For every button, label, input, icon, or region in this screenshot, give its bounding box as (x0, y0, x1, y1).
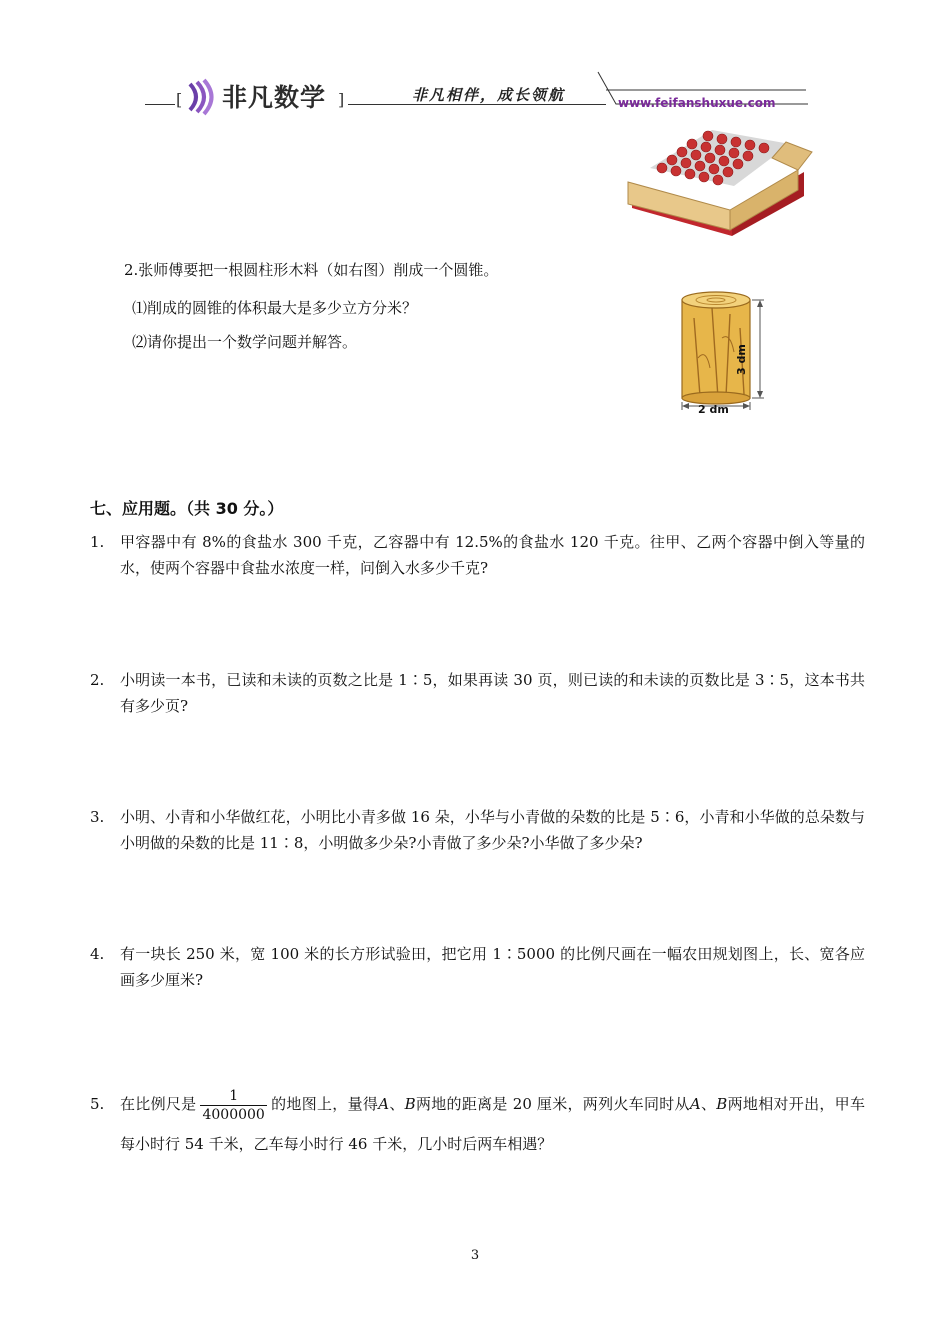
problem2-sub2: ⑵请你提出一个数学问题并解答。 (132, 333, 358, 351)
brand-name: 非凡数学 (222, 83, 327, 112)
question-number: 5. (90, 1095, 105, 1113)
question-1 (90, 529, 865, 581)
point-a-2: A (689, 1095, 701, 1113)
page-number: 3 (470, 1248, 480, 1263)
height-label: 3 dm (735, 344, 748, 375)
header-rule-left (145, 104, 175, 105)
scale-fraction (200, 1087, 266, 1124)
bracket-left: [ (176, 90, 183, 109)
question-text: 小明读一本书，已读和未读的页数之比是 1∶5，如果再读 30 页，则已读的和未读的页数比是 3∶5，这本书共有多少页? (120, 671, 865, 715)
question-text: 小明、小青和小华做红花，小明比小青多做 16 朵，小华与小青做的朵数的比是 5∶6，小青和小华做的总朵数与小明做的朵数的比是 11∶8，小明做多少朵?小青做了多少朵?小华做了多少朵? (120, 808, 865, 852)
point-a: A (378, 1095, 390, 1113)
website-url: www.feifanshuxue.com (618, 96, 776, 110)
section-title: 七、应用题。（共 30 分。） (90, 499, 284, 518)
point-b: B (404, 1095, 416, 1113)
question-2 (90, 667, 865, 719)
question-4 (90, 941, 865, 993)
question-5 (90, 1084, 865, 1164)
question-number: 1. (90, 533, 105, 551)
question-text: 有一块长 250 米，宽 100 米的长方形试验田，把它用 1∶5000 的比例尺画在一幅农田规划图上，长、宽各应画多少厘米? (120, 945, 865, 989)
fraction-denominator: 4000000 (202, 1106, 265, 1123)
problem2-sub1: ⑴削成的圆锥的体积最大是多少立方分米？ (132, 299, 418, 317)
diameter-label: 2 dm (698, 403, 729, 416)
question-number: 3. (90, 808, 105, 826)
point-b-2: B (716, 1095, 728, 1113)
q5-text-mid1: 的地图上，量得 (270, 1095, 379, 1113)
question-text: 甲容器中有 8%的食盐水 300 千克，乙容器中有 12.5%的食盐水 120 千克。往甲、乙两个容器中倒入等量的水，使两个容器中食盐水浓度一样，问倒入水多少千克? (120, 533, 865, 577)
q5-text-pre: 在比例尺是 (120, 1095, 197, 1113)
question-number: 4. (90, 945, 105, 963)
box-of-cans-illustration (622, 124, 814, 236)
brand-logo-icon (186, 78, 220, 116)
fraction-numerator: 1 (229, 1087, 239, 1104)
q5-sep: 、 (389, 1095, 405, 1113)
problem2-intro: 2.张师傅要把一根圆柱形木料（如右图）削成一个圆锥。 (124, 261, 499, 279)
cylinder-log-figure (672, 288, 780, 422)
question-3 (90, 804, 865, 856)
q5-text-mid2: 两地的距离是 20 厘米，两列火车同时从 (415, 1095, 690, 1113)
bracket-right: ] (338, 90, 345, 109)
question-number: 2. (90, 671, 105, 689)
q5-sep-2: 、 (700, 1095, 717, 1113)
brand-slogan: 非凡相伴，成长领航 (412, 86, 566, 104)
q5-text-post: 两地相对开出，甲车每小时行 54 千米，乙车每小时行 46 千米，几小时后两车相遇？ (120, 1095, 865, 1153)
